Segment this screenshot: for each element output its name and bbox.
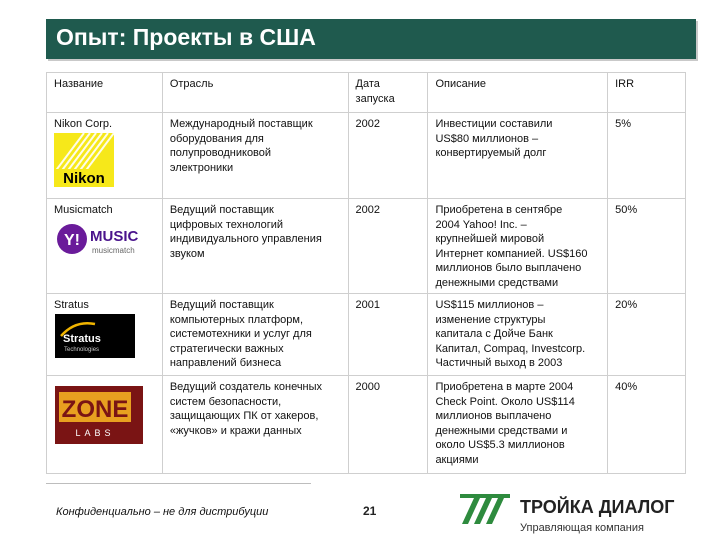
table-row [47,199,686,294]
troika-logo-icon [460,494,518,526]
description-line: Приобретена в марте 2004 [435,381,574,393]
description-line: US$115 миллионов – [435,299,544,311]
table-row [47,294,686,376]
cell-name [47,199,163,294]
table-row [47,113,686,199]
industry-line: электроники [169,161,234,174]
description-line: Частичный выход в 2003 [435,357,563,369]
description-line: миллионов выплачено [435,410,552,422]
cell-date: 2000 [348,376,428,474]
company-name: Musicmatch [54,204,113,216]
cell-description [428,199,608,294]
brand-subtitle: Управляющая компания [520,522,644,534]
musicmatch-logo-sub: musicmatch [92,246,135,255]
description-line: Приобретена в сентябре [435,204,563,216]
nikon-logo-text: Nikon [63,170,105,187]
cell-name [47,113,163,199]
header-description: Описание [428,73,608,113]
cell-industry [162,294,348,376]
musicmatch-logo [56,219,152,259]
zonelabs-logo-text: ZONE [61,396,129,423]
description-line: Интернет компанией. US$160 [435,247,588,260]
description-line: крупнейшей мировой [435,233,545,245]
cell-date: 2002 [348,113,428,199]
header-name: Название [47,73,163,113]
description-line: Инвестиции составили [435,118,553,130]
cell-industry [162,376,348,474]
description-line: денежными средствами и [435,424,568,437]
cell-date: 2002 [348,199,428,294]
industry-line: системотехники и услуг для [169,328,312,340]
description-line: около US$5.3 миллионов [435,439,565,451]
industry-line: звуком [169,247,205,260]
industry-line: Международный поставщик [169,118,313,130]
cell-name [47,294,163,376]
cell-description [428,294,608,376]
zonelabs-logo-sub: LABS [75,428,115,438]
cell-description [428,376,608,474]
zonelabs-logo [55,386,143,444]
header-date-line1: Дата [355,78,380,90]
description-line: денежными средствами [435,276,559,289]
projects-table [46,72,686,474]
description-line: акциями [435,453,479,466]
cell-date: 2001 [348,294,428,376]
cell-name [47,376,163,474]
industry-line: «жучков» и кражи данных [169,424,302,437]
cell-industry [162,199,348,294]
industry-line: систем безопасности, [169,395,282,408]
description-line: миллионов было выплачено [435,262,582,274]
description-line: Капитал, Compaq, Investcorp. [435,342,586,355]
cell-industry [162,113,348,199]
header-irr: IRR [608,73,686,113]
industry-line: Ведущий создатель конечных [169,381,323,393]
description-line: Check Point. Около US$114 [435,395,575,408]
industry-line: цифровых технологий [169,218,284,231]
musicmatch-logo-text: MUSIC [90,228,139,245]
table-header-row [47,73,686,113]
industry-line: Ведущий поставщик [169,204,274,216]
footer-divider [46,483,311,484]
header-date [348,73,428,113]
brand-name: ТРОЙКА ДИАЛОГ [520,497,675,517]
description-line: US$80 миллионов – [435,132,539,145]
cell-description [428,113,608,199]
troika-dialog-brand [460,492,700,538]
nikon-logo [54,133,114,187]
description-line: капитала с Дойче Банк [435,328,553,340]
description-line: конвертируемый долг [435,147,547,159]
stratus-logo [55,314,135,358]
company-name: Stratus [54,299,89,311]
industry-line: Ведущий поставщик [169,299,274,311]
industry-line: стратегически важных [169,342,284,355]
industry-line: оборудования для [169,132,264,145]
industry-line: компьютерных платформ, [169,313,304,326]
cell-irr: 20% [608,294,686,376]
header-date-line2: запуска [355,92,395,105]
stratus-logo-text: Stratus [63,333,101,345]
confidentiality-note: Конфиденциально – не для дистрибуции [56,506,269,518]
cell-irr: 5% [608,113,686,199]
slide-title: Опыт: Проекты в США [46,19,696,59]
industry-line: направлений бизнеса [169,357,282,369]
table-row [47,376,686,474]
stratus-logo-sub: Technologies [64,347,100,353]
page-number: 21 [363,504,377,518]
company-name: Nikon Corp. [54,118,113,130]
description-line: изменение структуры [435,313,546,326]
svg-text:Y!: Y! [64,232,80,249]
cell-irr: 40% [608,376,686,474]
industry-line: защищающих ПК от хакеров, [169,410,319,422]
description-line: 2004 Yahoo! Inc. – [435,218,527,231]
industry-line: индивидуального управления [169,233,322,245]
header-industry: Отрасль [162,73,348,113]
industry-line: полупроводниковой [169,147,272,159]
cell-irr: 50% [608,199,686,294]
